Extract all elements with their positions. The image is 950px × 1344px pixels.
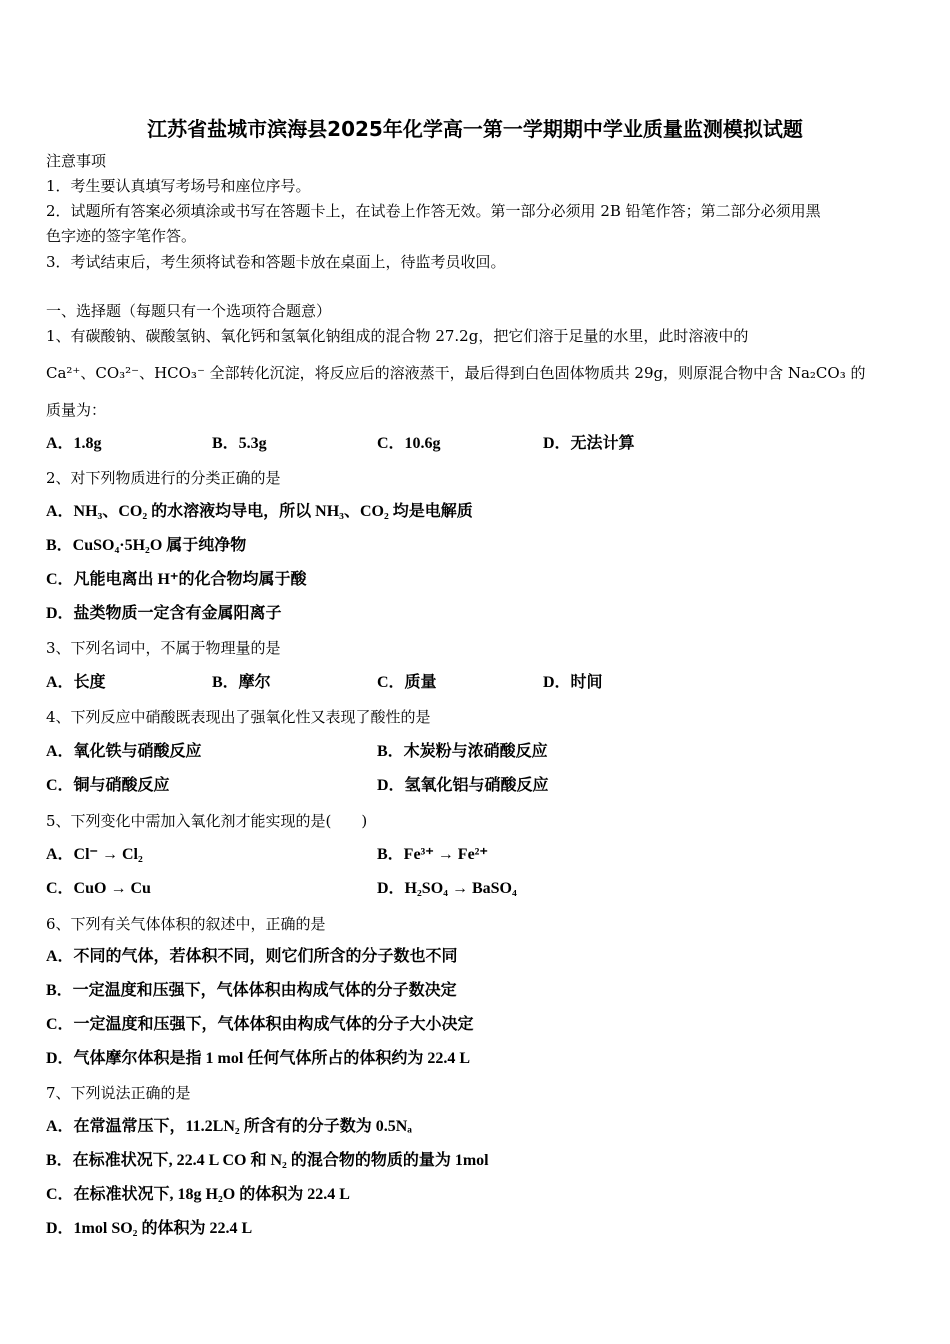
section-heading: 一、选择题（每题只有一个选项符合题意） (46, 302, 332, 320)
option: D．无法计算 (543, 435, 635, 452)
option: A．氧化铁与硝酸反应 (46, 743, 202, 760)
option: B．Fe³⁺ → Fe²⁺ (377, 846, 488, 863)
option: C．在标准状况下, 18g H₂O 的体积为 22.4 L (46, 1186, 350, 1203)
option: A．长度 (46, 674, 106, 691)
option: B．在标准状况下, 22.4 L CO 和 N₂ 的混合物的物质的量为 1mol (46, 1152, 489, 1169)
notice-item: 1．考生要认真填写考场号和座位序号。 (46, 177, 311, 195)
question-stem: 质量为： (46, 401, 107, 419)
option: B．木炭粉与浓硝酸反应 (377, 743, 548, 760)
question-stem: 1、有碳酸钠、碳酸氢钠、氧化钙和氢氧化钠组成的混合物 27.2g，把它们溶于足量的水里，此时溶液中的 (46, 327, 749, 345)
question-stem: 5、下列变化中需加入氧化剂才能实现的是( ) (46, 812, 368, 830)
option: B．5.3g (212, 435, 267, 452)
option: C．凡能电离出 H⁺的化合物均属于酸 (46, 571, 307, 588)
option: D．H₂SO₄ → BaSO₄ (377, 880, 517, 897)
option: D．1mol SO₂ 的体积为 22.4 L (46, 1220, 253, 1237)
option: D．盐类物质一定含有金属阳离子 (46, 605, 282, 622)
question-stem: 6、下列有关气体体积的叙述中，正确的是 (46, 915, 326, 933)
option: C．10.6g (377, 435, 441, 452)
question-stem: 3、下列名词中，不属于物理量的是 (46, 639, 281, 657)
option: D．氢氧化铝与硝酸反应 (377, 777, 549, 794)
option: B．摩尔 (212, 674, 271, 691)
notice-item: 2．试题所有答案必须填涂或书写在答题卡上，在试卷上作答无效。第一部分必须用 2B 铅笔作答；第二部分必须用黑 (46, 202, 821, 220)
option: B．一定温度和压强下，气体体积由构成气体的分子数决定 (46, 982, 457, 999)
option: C．铜与硝酸反应 (46, 777, 170, 794)
question-stem: Ca²⁺、CO₃²⁻、HCO₃⁻ 全部转化沉淀，将反应后的溶液蒸干，最后得到白色固体物质共 29g，则原混合物中含 Na₂CO₃ 的 (46, 364, 866, 382)
option: A．不同的气体，若体积不同，则它们所含的分子数也不同 (46, 948, 458, 965)
option: D．气体摩尔体积是指 1 mol 任何气体所占的体积约为 22.4 L (46, 1050, 471, 1067)
notice-item: 色字迹的签字笔作答。 (46, 227, 197, 245)
question-stem: 4、下列反应中硝酸既表现出了强氧化性又表现了酸性的是 (46, 708, 431, 726)
option: C．CuO → Cu (46, 880, 151, 897)
option: A．Cl⁻ → Cl₂ (46, 846, 143, 863)
notice-item: 3．考试结束后，考生须将试卷和答题卡放在桌面上，待监考员收回。 (46, 253, 506, 271)
option: B．CuSO₄·5H₂O 属于纯净物 (46, 537, 247, 554)
notice-heading: 注意事项 (46, 152, 107, 170)
option: A．NH₃、CO₂ 的水溶液均导电，所以 NH₃、CO₂ 均是电解质 (46, 503, 473, 520)
question-stem: 7、下列说法正确的是 (46, 1084, 191, 1102)
option: C．质量 (377, 674, 437, 691)
option: A．1.8g (46, 435, 102, 452)
option: A．在常温常压下，11.2LN₂ 所含有的分子数为 0.5Nₐ (46, 1118, 412, 1135)
exam-title: 江苏省盐城市滨海县2025年化学高一第一学期期中学业质量监测模拟试题 (147, 117, 803, 141)
question-stem: 2、对下列物质进行的分类正确的是 (46, 469, 281, 487)
option: D．时间 (543, 674, 603, 691)
option: C．一定温度和压强下，气体体积由构成气体的分子大小决定 (46, 1016, 474, 1033)
